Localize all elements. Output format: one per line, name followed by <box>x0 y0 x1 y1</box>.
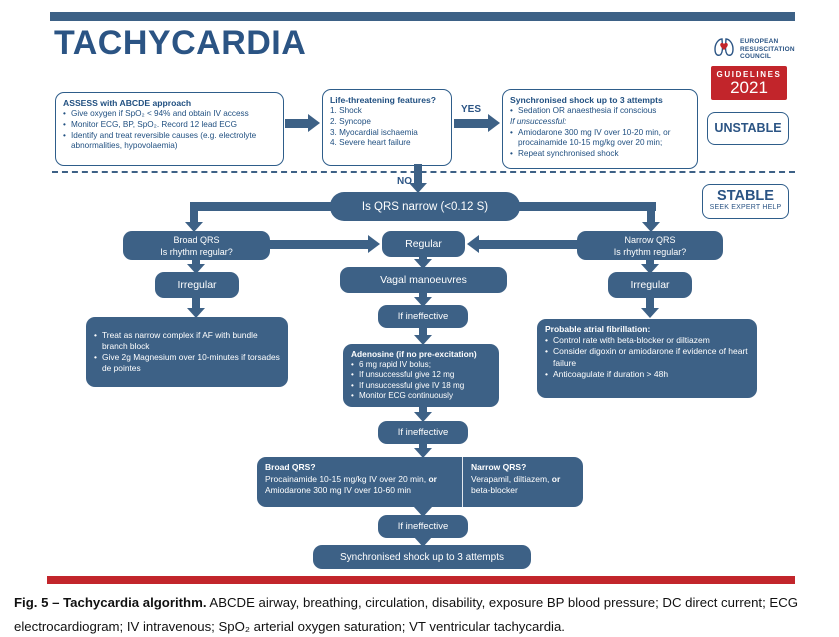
final-sync-shock-box <box>313 545 531 569</box>
regular-text: Regular <box>405 238 442 250</box>
probable-af-title: Probable atrial fibrillation: <box>545 324 651 334</box>
broad-narrow-treatment-box <box>257 457 583 507</box>
if-ineffective-box-1 <box>378 305 468 328</box>
sync-shock-bullet-2: • Amiodarone 300 mg IV over 10-20 min, or procainamide 10-15 mg/kg over 20 min; <box>510 128 690 150</box>
if-ineffective-box-2 <box>378 421 468 444</box>
if-ineffective-text-3: If ineffective <box>397 521 449 532</box>
sync-shock-bullet-3: • Repeat synchronised shock <box>510 149 690 160</box>
sync-shock-title: Synchronised shock up to 3 attempts <box>510 95 663 105</box>
adenosine-bullet-1: • 6 mg rapid IV bolus; <box>351 360 491 371</box>
probable-af-bullet-2: • Consider digoxin or amiodarone if evidence of heart failure <box>545 346 749 368</box>
assess-bullet-3: • Identify and treat reversible causes (e.g. electrolyte abnormalities, hypovolaemia) <box>63 131 276 153</box>
broad-qrs-line1: Broad QRS <box>173 234 220 245</box>
arrow-assess-to-features-head <box>308 114 320 132</box>
synchronised-shock-box <box>502 89 698 169</box>
arrow-assess-to-features <box>285 119 309 128</box>
assess-bullet-1: • Give oxygen if SpO₂ < 94% and obtain IV access <box>63 109 276 120</box>
arrow-narrow-to-regular <box>479 240 577 249</box>
if-ineffective-text-2: If ineffective <box>397 427 449 438</box>
erc-logo-line1: EUROPEAN <box>740 38 779 45</box>
regular-box <box>382 231 465 257</box>
final-sync-shock-text: Synchronised shock up to 3 attempts <box>340 551 504 563</box>
narrow-qrs-line1: Narrow QRS <box>624 234 676 245</box>
irregular-right-text: Irregular <box>630 279 670 291</box>
life-threatening-item-3: 3. Myocardial ischaemia <box>330 127 418 137</box>
if-ineffective-box-3 <box>378 515 468 538</box>
connector-qrs-left-drop <box>190 202 198 223</box>
connector-qrs-right-drop <box>647 202 655 223</box>
assess-bullet-2: • Monitor ECG, BP, SpO₂. Record 12 lead ECG <box>63 120 276 131</box>
treat-narrow-complex-box <box>86 317 288 387</box>
arrow-broad-to-regular <box>270 240 369 249</box>
adenosine-bullet-3: • If unsuccessful give IV 18 mg <box>351 381 491 392</box>
treat-narrow-bullet-1: • Treat as narrow complex if AF with bundle branch block <box>94 330 280 352</box>
broad-rx-line1: Procainamide 10-15 mg/kg IV over 20 min, or <box>265 473 437 484</box>
vagal-text: Vagal manoeuvres <box>380 274 467 286</box>
qrs-narrow-box <box>330 192 520 221</box>
sync-shock-if-unsuccessful: If unsuccessful: <box>510 116 567 126</box>
arrow-yes-head <box>488 114 500 132</box>
probable-af-bullet-1: • Control rate with beta-blocker or diltiazem <box>545 335 749 346</box>
irregular-left-text: Irregular <box>177 279 217 291</box>
arrow-irregular-right-down-head <box>641 308 659 318</box>
probable-af-box <box>537 319 757 398</box>
arrow-broad-to-regular-head <box>368 235 380 253</box>
yes-label: YES <box>461 104 482 115</box>
life-threatening-item-2: 2. Syncope <box>330 116 371 126</box>
adenosine-title: Adenosine (if no pre-excitation) <box>351 349 477 359</box>
figure-caption <box>14 591 828 637</box>
figure-caption-title: Fig. 5 – Tachycardia algorithm. <box>14 595 207 610</box>
no-label: NO <box>397 176 412 187</box>
guidelines-badge-label: GUIDELINES <box>716 70 782 79</box>
assess-abcde-box <box>55 92 284 166</box>
broad-qrs-box <box>123 231 270 260</box>
broad-qrs-line2: Is rhythm regular? <box>160 246 233 257</box>
adenosine-bullet-2: • If unsuccessful give 12 mg <box>351 370 491 381</box>
irregular-left-box <box>155 272 239 298</box>
stable-sublabel: SEEK EXPERT HELP <box>709 204 782 211</box>
figure-caption-text: ABCDE airway, breathing, circulation, disability, exposure BP blood pressure; DC direct current; ECG electrocardiogram; IV intravenous; SpO₂ arterial oxygen saturation; VT ventricular tachycardia. <box>14 595 798 635</box>
erc-heart-lungs-icon <box>712 35 736 59</box>
irregular-right-box <box>608 272 692 298</box>
narrow-qrs-box <box>577 231 723 260</box>
assess-title: ASSESS with ABCDE approach <box>63 98 192 108</box>
erc-logo-line3: COUNCIL <box>740 53 772 61</box>
guidelines-badge-year: 2021 <box>730 78 768 97</box>
if-ineffective-text-1: If ineffective <box>397 311 449 322</box>
adenosine-bullet-4: • Monitor ECG continuously <box>351 391 491 402</box>
arrow-narrow-to-regular-head <box>467 235 479 253</box>
sync-shock-bullet-1: • Sedation OR anaesthesia if conscious <box>510 106 690 117</box>
life-threatening-item-1: 1. Shock <box>330 106 362 115</box>
narrow-rx-line1: Verapamil, diltiazem, or <box>471 473 561 484</box>
erc-logo-text <box>740 38 795 61</box>
stable-unstable-divider <box>52 171 795 173</box>
probable-af-bullet-3: • Anticoagulate if duration > 48h <box>545 369 749 380</box>
narrow-qrs-treatment-column <box>462 457 583 507</box>
adenosine-box <box>343 344 499 407</box>
arrow-yes <box>454 119 489 128</box>
narrow-qrs-line2: Is rhythm regular? <box>613 246 687 257</box>
qrs-narrow-text: Is QRS narrow (<0.12 S) <box>361 200 489 213</box>
unstable-label-box: UNSTABLE <box>707 112 789 145</box>
guidelines-2021-badge <box>711 66 787 100</box>
connector-qrs-right <box>518 202 656 211</box>
life-threatening-box <box>322 89 452 166</box>
broad-rx-line2: Amiodarone 300 mg IV over 10-60 min <box>265 485 411 495</box>
stable-label-box <box>702 184 789 219</box>
narrow-rx-title: Narrow QRS? <box>471 462 527 472</box>
broad-rx-title: Broad QRS? <box>265 462 316 472</box>
stable-label: STABLE <box>717 188 774 204</box>
erc-logo-line2: RESUSCITATION <box>740 45 795 53</box>
arrow-no <box>414 164 422 184</box>
page-title: TACHYCARDIA <box>54 24 307 62</box>
life-threatening-title: Life-threatening features? <box>330 95 437 105</box>
broad-qrs-treatment-column <box>257 457 462 507</box>
connector-qrs-left <box>190 202 332 211</box>
vagal-manoeuvres-box <box>340 267 507 293</box>
top-divider-bar <box>50 12 795 21</box>
bottom-divider-bar <box>47 576 795 584</box>
narrow-rx-line2: beta-blocker <box>471 485 518 495</box>
life-threatening-item-4: 4. Severe heart failure <box>330 138 411 148</box>
treat-narrow-bullet-2: • Give 2g Magnesium over 10-minutes if torsades de pointes <box>94 352 280 374</box>
